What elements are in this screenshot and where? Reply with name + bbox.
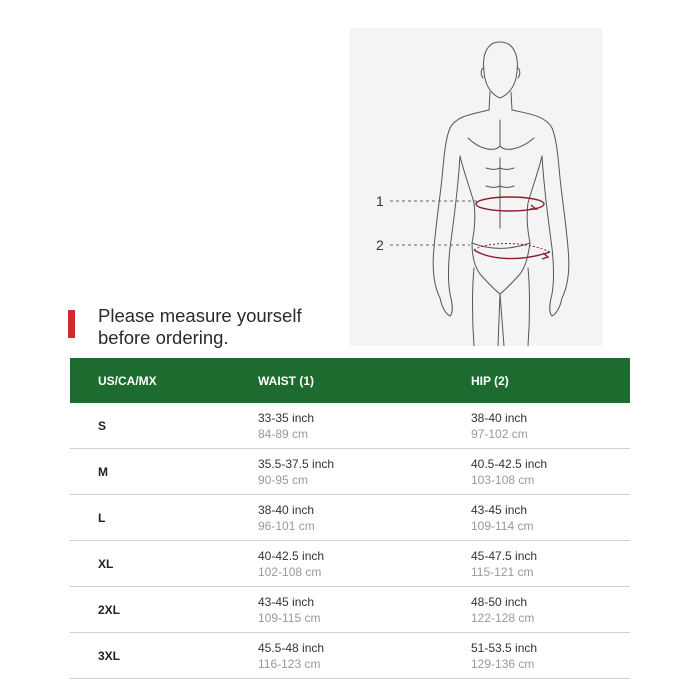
hip-cell	[471, 640, 537, 672]
heading-line-1: Please measure yourself	[98, 305, 302, 326]
hip-cm: 97-102 cm	[471, 427, 528, 441]
callout-1: 1	[376, 193, 384, 209]
header-hip: HIP (2)	[471, 374, 509, 388]
waist-cell	[258, 640, 324, 672]
waist-measure-line	[390, 197, 544, 211]
hip-cm: 109-114 cm	[471, 519, 534, 533]
table-row	[70, 541, 630, 587]
hip-inch: 40.5-42.5 inch	[471, 457, 548, 471]
table-row	[70, 633, 630, 679]
waist-cm: 116-123 cm	[258, 657, 321, 671]
size-label: L	[98, 511, 106, 525]
waist-cell	[258, 594, 320, 626]
waist-cell	[258, 456, 334, 488]
table-header	[70, 358, 630, 403]
size-label: 3XL	[98, 649, 121, 663]
waist-cell	[258, 502, 315, 534]
size-label: XL	[98, 557, 114, 571]
waist-cell	[258, 410, 314, 442]
waist-inch: 45.5-48 inch	[258, 641, 325, 655]
hip-inch: 45-47.5 inch	[471, 549, 538, 563]
hip-inch: 43-45 inch	[471, 503, 528, 517]
body-figure-panel	[350, 28, 602, 346]
hip-cell	[471, 456, 547, 488]
table-row	[70, 403, 630, 449]
waist-cell	[258, 548, 324, 580]
waist-inch: 38-40 inch	[258, 503, 315, 517]
hip-cell	[471, 410, 528, 442]
waist-cm: 84-89 cm	[258, 427, 309, 441]
hip-inch: 48-50 inch	[471, 595, 528, 609]
waist-inch: 33-35 inch	[258, 411, 315, 425]
header-size: US/CA/MX	[98, 374, 157, 388]
table-row	[70, 587, 630, 633]
hip-cell	[471, 502, 533, 534]
hip-inch: 51-53.5 inch	[471, 641, 538, 655]
waist-cm: 90-95 cm	[258, 473, 309, 487]
size-label: S	[98, 419, 107, 433]
size-chart-table	[70, 358, 630, 679]
measure-instruction-heading	[98, 305, 302, 349]
size-label: 2XL	[98, 603, 121, 617]
hip-cm: 115-121 cm	[471, 565, 534, 579]
hip-cm: 129-136 cm	[471, 657, 535, 671]
hip-inch: 38-40 inch	[471, 411, 528, 425]
size-label: M	[98, 465, 108, 479]
callout-2: 2	[376, 237, 384, 253]
waist-inch: 43-45 inch	[258, 595, 315, 609]
waist-cm: 109-115 cm	[258, 611, 321, 625]
header-waist: WAIST (1)	[258, 374, 314, 388]
hip-cell	[471, 548, 537, 580]
waist-inch: 40-42.5 inch	[258, 549, 325, 563]
waist-cm: 96-101 cm	[258, 519, 315, 533]
accent-bar	[68, 310, 75, 338]
waist-cm: 102-108 cm	[258, 565, 322, 579]
hip-measure-line	[390, 244, 550, 260]
hip-cell	[471, 594, 534, 626]
human-body-outline-icon	[350, 28, 602, 346]
table-row	[70, 495, 630, 541]
heading-line-2: before ordering.	[98, 327, 229, 348]
hip-cm: 103-108 cm	[471, 473, 535, 487]
waist-inch: 35.5-37.5 inch	[258, 457, 335, 471]
table-row	[70, 449, 630, 495]
hip-cm: 122-128 cm	[471, 611, 535, 625]
